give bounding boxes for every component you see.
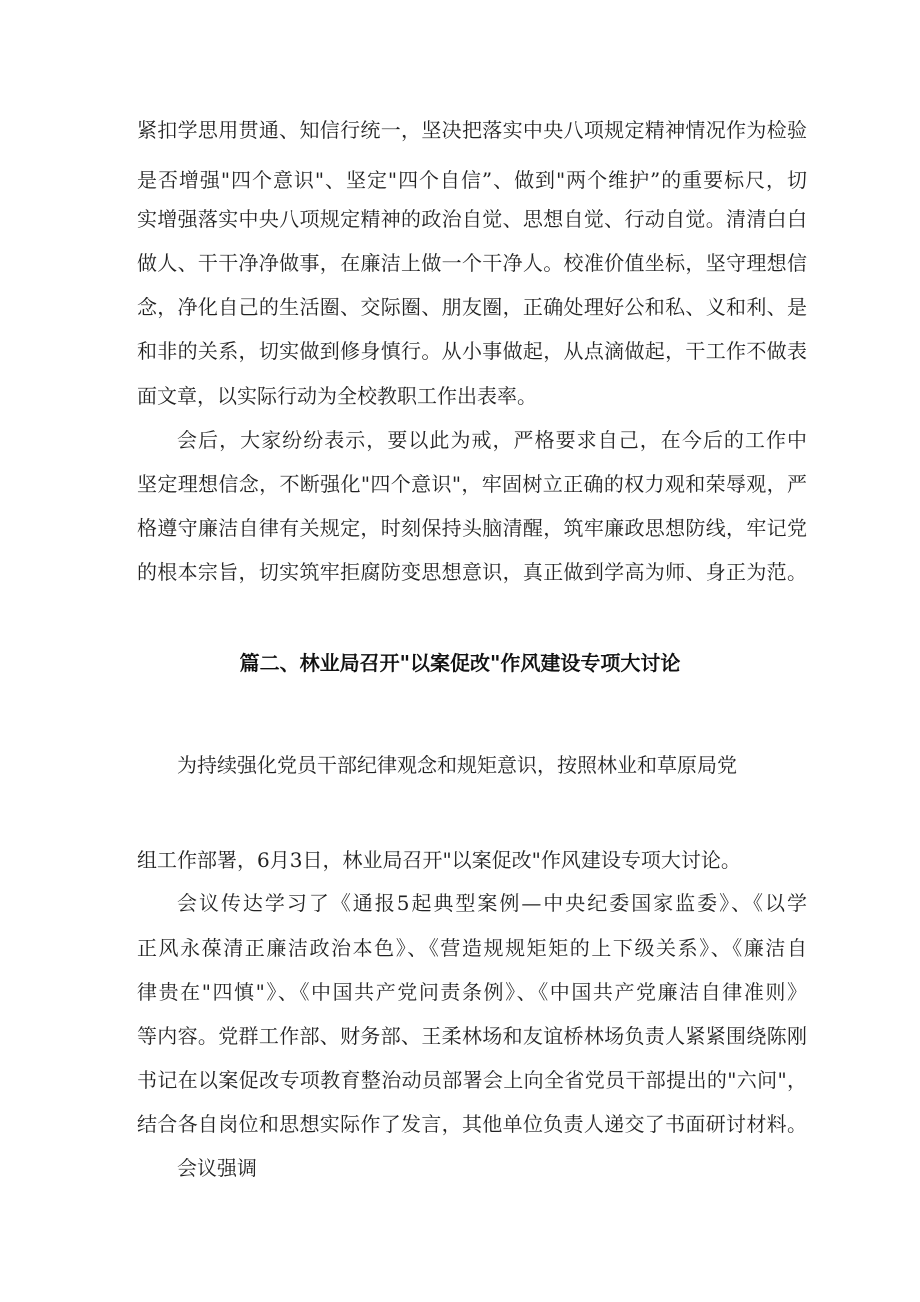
section-heading: 篇二、林业局召开"以案促改"作风建设专项大讨论 — [239, 651, 681, 675]
p1-line-1: 紧扣学思用贯通、知信行统一，坚决把落实中央八项规定精神情况作为检验 — [137, 118, 807, 142]
p2-line-1: 会后，大家纷纷表示，要以此为戒，严格要求自己，在今后的工作中 — [177, 428, 807, 452]
p4-line-4: 等内容。党群工作部、财务部、王柔林场和友谊桥林场负责人紧紧围绕陈刚 — [137, 1024, 807, 1048]
p2-line-3: 格遵守廉洁自律有关规定，时刻保持头脑清醒，筑牢廉政思想防线，牢记党 — [137, 516, 807, 540]
p3-line-1: 为持续强化党员干部纪律观念和规矩意识，按照林业和草原局党 — [177, 753, 737, 777]
p4-line-3: 律贵在"四慎"》、《中国共产党问责条例》、《中国共产党廉洁自律准则》 — [137, 980, 807, 1004]
p4-line-6: 结合各自岗位和思想实际作了发言，其他单位负责人递交了书面研讨材料。 — [137, 1112, 807, 1136]
p1-line-6: 和非的关系，切实做到修身慎行。从小事做起，从点滴做起，干工作不做表 — [137, 339, 807, 363]
p2-line-4: 的根本宗旨，切实筑牢拒腐防变思想意识，真正做到学高为师、身正为范。 — [137, 560, 807, 584]
p3-line-2: 组工作部署，6月3日，林业局召开"以案促改"作风建设专项大讨论。 — [137, 848, 741, 872]
p1-line-5: 念，净化自己的生活圈、交际圈、朋友圈，正确处理好公和私、义和利、是 — [137, 295, 807, 319]
p2-line-2: 坚定理想信念，不断强化"四个意识"，牢固树立正确的权力观和荣辱观，严 — [137, 472, 807, 496]
p4-line-2: 正风永葆清正廉洁政治本色》、《营造规规矩矩的上下级关系》、《廉洁自 — [137, 936, 807, 960]
p5-line-1: 会议强调 — [177, 1156, 257, 1180]
p1-line-7: 面文章，以实际行动为全校教职工作出表率。 — [137, 384, 537, 408]
p4-line-5: 书记在以案促改专项教育整治动员部署会上向全省党员干部提出的"六问"， — [137, 1068, 807, 1092]
p1-line-4: 做人、干干净净做事，在廉洁上做一个干净人。校准价值坐标，坚守理想信 — [137, 251, 807, 275]
p1-line-3: 实增强落实中央八项规定精神的政治自觉、思想自觉、行动自觉。清清白白 — [137, 207, 807, 231]
p1-line-2: 是否增强"四个意识"、坚定"四个自信”、做到"两个维护”的重要标尺，切 — [137, 168, 807, 192]
p4-line-1: 会议传达学习了《通报5起典型案例—中央纪委国家监委》、《以学 — [177, 891, 807, 915]
